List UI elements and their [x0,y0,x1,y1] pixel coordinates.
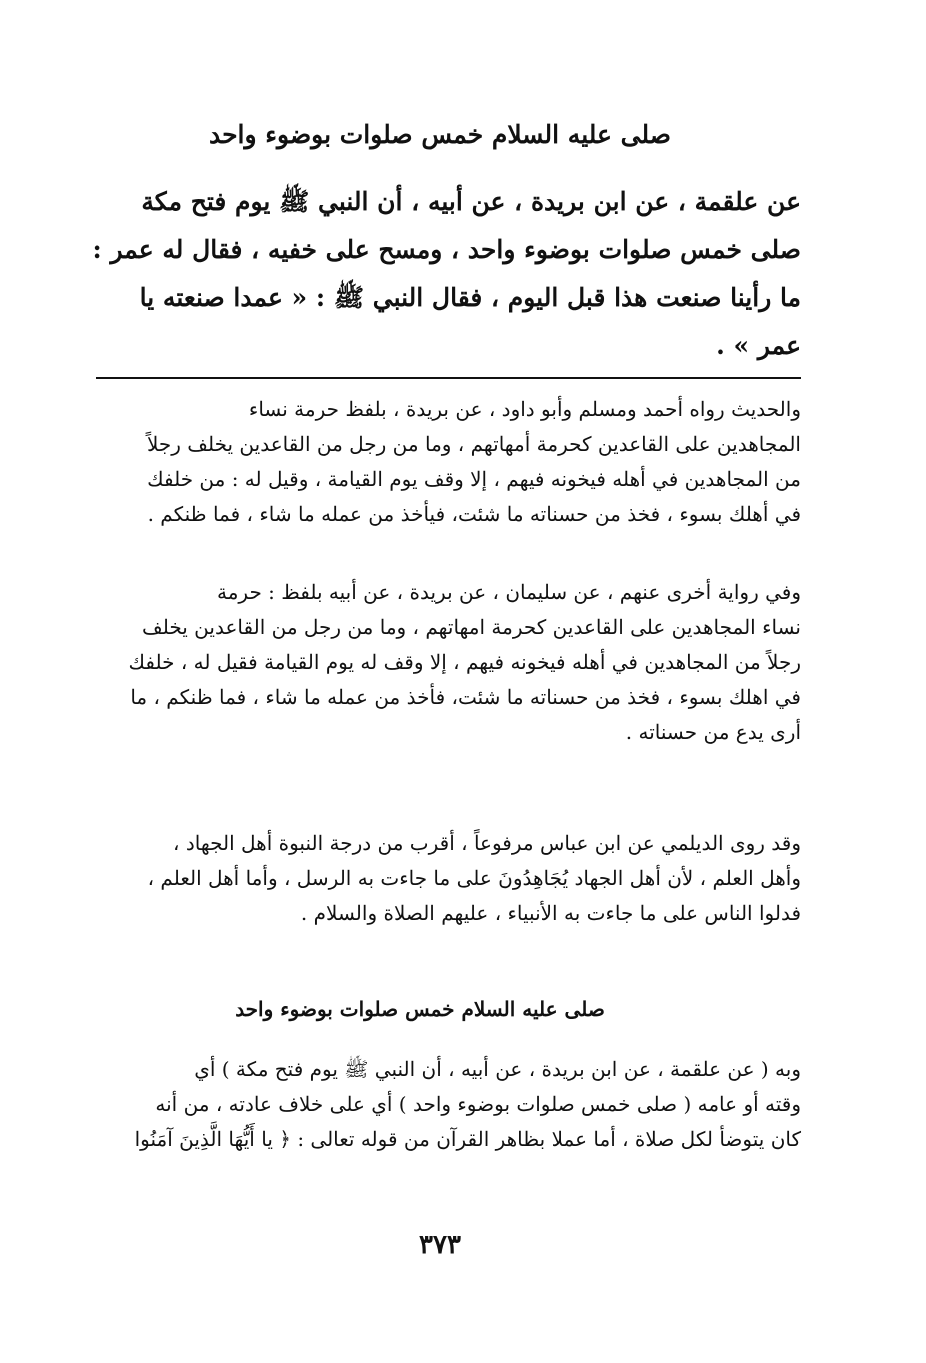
section-heading-top: صلى عليه السلام خمس صلوات بوضوء واحد [208,120,671,149]
explanation-line: كان يتوضأ لكل صلاة ، أما عملا بظاهر القرآن من قوله تعالى : ﴿ يا أَيُّهَا الَّذِينَ آمَنُوا [134,1127,801,1151]
hadith-line: ما رأينا صنعت هذا قبل اليوم ، فقال النبي ﷺ : « عمدا صنعته يا [139,283,801,312]
footnote-divider [96,377,801,379]
hadith-line: صلى خمس صلوات بوضوء واحد ، ومسح على خفيه ، فقال له عمر : [92,235,801,264]
commentary-line: أرى يدع من حسناته . [625,720,801,744]
commentary-line: في أهلك بسوء ، فخذ من حسناته ما شئت، فيأخذ من عمله ما شاء ، فما ظنكم . [147,502,801,526]
commentary-line: وقد روى الديلمي عن ابن عباس مرفوعاً ، أقرب من درجة النبوة أهل الجهاد ، [173,831,801,855]
commentary-line: من المجاهدين في أهله فيخونه فيهم ، إلا وقف يوم القيامة ، وقيل له : من خلفك [147,467,801,491]
hadith-text [78,178,801,370]
commentary-line: رجلاً من المجاهدين في أهله فيخونه فيهم ، إلا وقف له يوم القيامة فقيل له ، خلفك [128,650,801,674]
commentary-line: المجاهدين على القاعدين كحرمة أمهاتهم ، وما من رجل من القاعدين يخلف رجلاً [146,432,801,456]
commentary-line: في اهلك بسوء ، فخذ من حسناته ما شئت، فأخذ من عمله ما شاء ، فما ظنكم ، ما [130,685,801,709]
section-heading-bottom: صلى عليه السلام خمس صلوات بوضوء واحد [235,997,605,1021]
hadith-line: عن علقمة ، عن ابن بريدة ، عن أبيه ، أن النبي ﷺ يوم فتح مكة [141,187,801,216]
commentary-line: وأهل العلم ، لأن أهل الجهاد يُجَاهِدُونَ على ما جاءت به الرسل ، وأما أهل العلم ، [147,866,801,890]
commentary-line: وفي رواية أخرى عنهم ، عن سليمان ، عن بريدة ، عن أبيه بلفظ : حرمة [216,580,801,604]
commentary-line: والحديث رواه أحمد ومسلم وأبو داود ، عن بريدة ، بلفظ حرمة نساء [248,397,801,421]
page-number: ٣٧٣ [419,1230,461,1260]
commentary-paragraph-3 [78,826,801,931]
commentary-paragraph-2 [78,575,801,750]
commentary-line: فدلوا الناس على ما جاءت به الأنبياء ، عليهم الصلاة والسلام . [300,901,801,925]
explanation-line: وقته أو عامه ( صلى خمس صلوات بوضوء واحد ) أي على خلاف عادته ، من أنه [155,1092,801,1116]
commentary-paragraph-1 [78,392,801,532]
commentary-line: نساء المجاهدين على القاعدين كحرمة امهاتهم ، وما من رجل من القاعدين يخلف [142,615,801,639]
explanation-line: وبه ( عن علقمة ، عن ابن بريدة ، عن أبيه ، أن النبي ﷺ يوم فتح مكة ) أي [194,1057,801,1081]
hadith-line: عمر » . [716,331,801,360]
explanation-paragraph [78,1052,801,1157]
